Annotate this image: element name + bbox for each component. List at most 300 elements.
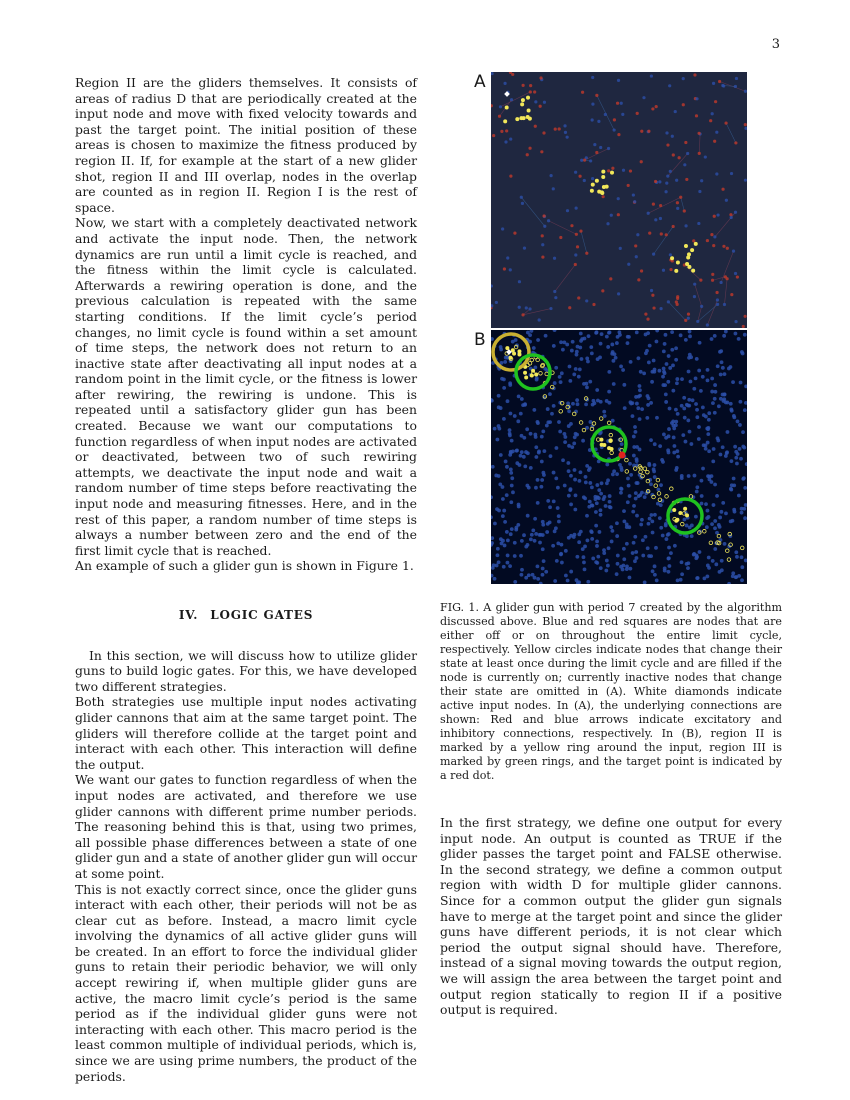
off-node <box>573 468 577 472</box>
off-node <box>591 557 595 561</box>
off-node <box>538 541 542 545</box>
off-node <box>510 527 514 531</box>
node <box>734 85 737 88</box>
off-node <box>561 458 565 462</box>
off-node <box>575 350 579 354</box>
switching-node <box>654 484 658 488</box>
off-node <box>648 517 652 521</box>
section-heading <box>75 608 417 624</box>
switching-node <box>599 417 603 421</box>
off-node <box>524 545 528 549</box>
off-node <box>667 556 671 560</box>
off-node <box>672 427 676 431</box>
switching-node <box>595 179 599 183</box>
off-node <box>502 417 506 421</box>
off-node <box>573 478 577 482</box>
off-node <box>692 552 696 556</box>
node <box>699 279 702 282</box>
off-node <box>589 529 593 533</box>
node <box>558 127 561 130</box>
off-node <box>713 383 717 387</box>
off-node <box>649 554 653 558</box>
node <box>684 319 687 322</box>
off-node <box>615 472 619 476</box>
off-node <box>671 363 675 367</box>
node <box>522 84 525 87</box>
node <box>716 298 719 301</box>
off-node <box>689 442 693 446</box>
node <box>665 233 668 236</box>
connection-arrow <box>713 277 726 280</box>
off-node <box>612 469 616 473</box>
off-node <box>717 404 721 408</box>
off-node <box>634 430 638 434</box>
off-node <box>723 542 727 546</box>
off-node <box>513 541 517 545</box>
off-node <box>741 430 745 434</box>
off-node <box>603 414 607 418</box>
connection-arrow <box>695 284 702 306</box>
off-node <box>540 460 544 464</box>
node <box>541 243 544 246</box>
off-node <box>695 415 699 419</box>
off-node <box>712 447 716 451</box>
off-node <box>510 484 514 488</box>
off-node <box>509 500 513 504</box>
node <box>652 253 655 256</box>
off-node <box>598 530 602 534</box>
node <box>518 306 521 309</box>
off-node <box>540 435 544 439</box>
switching-node <box>657 492 661 496</box>
off-node <box>713 519 717 523</box>
off-node <box>670 330 674 334</box>
node <box>734 320 737 323</box>
node <box>659 204 662 207</box>
off-node <box>695 485 699 489</box>
switching-node <box>520 102 524 106</box>
switching-node <box>625 458 629 462</box>
off-node <box>646 403 650 407</box>
off-node <box>705 525 709 529</box>
node <box>732 250 735 253</box>
node <box>541 234 544 237</box>
node <box>553 257 556 260</box>
node <box>591 76 594 79</box>
switching-node <box>676 261 680 265</box>
off-node <box>616 554 620 558</box>
off-node <box>534 455 538 459</box>
off-node <box>573 533 577 537</box>
node <box>543 225 546 228</box>
off-node <box>553 330 557 332</box>
off-node <box>675 381 679 385</box>
switching-node <box>600 191 604 195</box>
off-node <box>538 533 542 537</box>
off-node <box>513 554 517 558</box>
off-node <box>491 574 493 578</box>
off-node <box>595 539 599 543</box>
switching-node <box>687 252 691 256</box>
switching-node <box>633 467 637 471</box>
node <box>713 235 716 238</box>
off-node <box>636 406 640 410</box>
off-node <box>497 427 501 431</box>
node <box>665 182 668 185</box>
off-node <box>572 442 576 446</box>
off-node <box>694 556 698 560</box>
off-node <box>500 377 504 381</box>
panel-b-label: B <box>474 330 486 350</box>
off-node <box>587 334 591 338</box>
off-node <box>557 520 561 524</box>
off-node <box>615 534 619 538</box>
off-node <box>721 445 725 449</box>
off-node <box>645 416 649 420</box>
off-node <box>508 434 512 438</box>
off-node <box>674 420 678 424</box>
off-node <box>663 566 667 570</box>
off-node <box>599 566 603 570</box>
off-node <box>541 567 545 571</box>
off-node <box>701 375 705 379</box>
off-node <box>687 398 691 402</box>
node <box>695 97 698 100</box>
off-node <box>599 513 603 517</box>
off-node <box>504 460 508 464</box>
switching-node <box>691 269 695 273</box>
off-node <box>635 514 639 518</box>
off-node <box>535 376 539 380</box>
node <box>539 105 542 108</box>
off-node <box>696 576 700 580</box>
panel-a-label: A <box>474 72 486 92</box>
off-node <box>586 580 590 584</box>
node <box>636 112 639 115</box>
off-node <box>549 454 553 458</box>
off-node <box>732 415 736 419</box>
off-node <box>536 420 540 424</box>
off-node <box>635 331 639 335</box>
node <box>667 300 670 303</box>
off-node <box>497 560 501 564</box>
off-node <box>552 471 556 475</box>
off-node <box>534 445 538 449</box>
off-node <box>539 485 543 489</box>
switching-node <box>582 428 586 432</box>
off-node <box>550 412 554 416</box>
off-node <box>688 430 692 434</box>
off-node <box>560 561 564 565</box>
node <box>695 114 698 117</box>
off-node <box>653 442 657 446</box>
off-node <box>532 346 536 350</box>
off-node <box>599 508 603 512</box>
off-node <box>575 398 579 402</box>
node <box>713 140 716 143</box>
node <box>510 98 513 101</box>
off-node <box>664 436 668 440</box>
off-node <box>536 565 540 569</box>
off-node <box>533 365 537 369</box>
figure-caption <box>440 601 782 783</box>
node <box>684 224 687 227</box>
node <box>676 297 679 300</box>
off-node <box>523 464 527 468</box>
node <box>621 113 624 116</box>
off-node <box>523 402 527 406</box>
node <box>613 118 616 121</box>
off-node <box>658 516 662 520</box>
off-node <box>615 572 619 576</box>
off-node <box>664 333 668 337</box>
node <box>566 209 569 212</box>
off-node <box>695 490 699 494</box>
off-node <box>619 364 623 368</box>
node <box>711 273 714 276</box>
connection-arrow <box>698 306 702 321</box>
off-node <box>659 503 663 507</box>
off-node <box>687 370 691 374</box>
off-node <box>743 516 747 520</box>
off-node <box>634 550 638 554</box>
off-node <box>636 356 640 360</box>
node <box>633 200 636 203</box>
off-node <box>557 514 561 518</box>
off-node <box>735 555 739 559</box>
off-node <box>546 407 550 411</box>
off-node <box>651 569 655 573</box>
node <box>706 239 709 242</box>
off-node <box>622 564 626 568</box>
off-node <box>612 382 616 386</box>
node <box>525 306 528 309</box>
node <box>506 256 509 259</box>
off-node <box>638 394 642 398</box>
connection-arrow <box>707 300 717 325</box>
node <box>698 152 701 155</box>
node <box>700 179 703 182</box>
switching-node <box>709 541 713 545</box>
off-node <box>740 511 744 515</box>
active-node <box>683 507 687 511</box>
off-node <box>743 486 747 490</box>
node <box>668 84 671 87</box>
off-node <box>711 559 715 563</box>
node <box>676 303 679 306</box>
off-node <box>647 522 651 526</box>
off-node <box>650 370 654 374</box>
off-node <box>556 486 560 490</box>
off-node <box>738 423 742 427</box>
node <box>675 179 678 182</box>
node <box>607 169 610 172</box>
off-node <box>660 458 664 462</box>
node <box>647 130 650 133</box>
off-node <box>607 390 611 394</box>
off-node <box>491 495 493 499</box>
off-node <box>688 525 692 529</box>
switching-node <box>572 412 576 416</box>
off-node <box>595 483 599 487</box>
switching-node <box>515 117 519 121</box>
off-node <box>631 401 635 405</box>
off-node <box>501 485 505 489</box>
off-node <box>620 442 624 446</box>
off-node <box>659 526 663 530</box>
off-node <box>505 493 509 497</box>
off-node <box>625 565 629 569</box>
off-node <box>595 544 599 548</box>
off-node <box>607 331 611 335</box>
off-node <box>718 525 722 529</box>
paragraph-strategies: Both strategies use multiple input nodes activating glider cannons that aim at the same target point. The gliders will therefore collide at the target point and interact with each other. This interaction will define the output. <box>75 694 417 772</box>
node <box>636 233 639 236</box>
off-node <box>508 383 512 387</box>
off-node <box>742 507 746 511</box>
off-node <box>739 457 743 461</box>
node <box>723 303 726 306</box>
node <box>491 72 494 75</box>
off-node <box>723 372 727 376</box>
off-node <box>635 481 639 485</box>
off-node <box>674 408 678 412</box>
off-node <box>584 402 588 406</box>
node <box>744 123 747 126</box>
node <box>583 179 586 182</box>
off-node <box>667 564 671 568</box>
off-node <box>573 508 577 512</box>
off-node <box>706 509 710 513</box>
node <box>591 118 594 121</box>
node <box>583 158 586 161</box>
node <box>711 112 714 115</box>
node <box>651 107 654 110</box>
off-node <box>631 551 635 555</box>
off-node <box>664 522 668 526</box>
node <box>659 217 662 220</box>
off-node <box>715 494 719 498</box>
off-node <box>711 459 715 463</box>
node <box>640 269 643 272</box>
off-node <box>686 419 690 423</box>
node <box>693 295 696 298</box>
off-node <box>611 419 615 423</box>
off-node <box>586 360 590 364</box>
node <box>607 147 610 150</box>
node <box>652 306 655 309</box>
off-node <box>584 481 588 485</box>
active-node <box>530 373 534 377</box>
off-node <box>546 420 550 424</box>
off-node <box>662 349 666 353</box>
off-node <box>552 344 556 348</box>
active-node <box>685 513 689 517</box>
off-node <box>519 554 523 558</box>
node <box>672 225 675 228</box>
off-node <box>563 440 567 444</box>
off-node <box>499 537 503 541</box>
off-node <box>610 540 614 544</box>
off-node <box>659 483 663 487</box>
off-node <box>640 518 644 522</box>
off-node <box>731 571 735 575</box>
off-node <box>667 354 671 358</box>
switching-node <box>526 115 530 119</box>
off-node <box>739 381 743 385</box>
off-node <box>629 360 633 364</box>
off-node <box>714 562 718 566</box>
node <box>610 214 613 217</box>
off-node <box>545 424 549 428</box>
off-node <box>556 506 560 510</box>
off-node <box>557 420 561 424</box>
off-node <box>670 421 674 425</box>
off-node <box>694 376 698 380</box>
off-node <box>525 427 529 431</box>
node <box>591 103 594 106</box>
active-node <box>517 352 521 356</box>
node <box>722 245 725 248</box>
off-node <box>718 570 722 574</box>
node <box>500 130 503 133</box>
off-node <box>531 528 535 532</box>
off-node <box>666 380 670 384</box>
off-node <box>633 559 637 563</box>
node <box>709 119 712 122</box>
connection-arrow <box>555 265 576 292</box>
off-node <box>716 436 720 440</box>
off-node <box>610 343 614 347</box>
off-node <box>590 351 594 355</box>
node <box>644 313 647 316</box>
active-node <box>674 519 678 523</box>
off-node <box>653 475 657 479</box>
switching-node <box>725 549 729 553</box>
off-node <box>628 494 632 498</box>
node <box>640 160 643 163</box>
node <box>495 301 498 304</box>
off-node <box>604 569 608 573</box>
node <box>518 280 521 283</box>
off-node <box>553 381 557 385</box>
off-node <box>520 573 524 577</box>
node <box>682 77 685 80</box>
off-node <box>607 370 611 374</box>
off-node <box>615 521 619 525</box>
off-node <box>668 407 672 411</box>
off-node <box>713 547 717 551</box>
off-node <box>568 379 572 383</box>
node <box>666 143 669 146</box>
node <box>554 296 557 299</box>
switching-node <box>727 558 731 562</box>
off-node <box>534 486 538 490</box>
off-node <box>499 453 503 457</box>
node <box>606 222 609 225</box>
off-node <box>718 516 722 520</box>
off-node <box>634 491 638 495</box>
off-node <box>707 449 711 453</box>
off-node <box>668 366 672 370</box>
node <box>491 284 493 287</box>
off-node <box>745 462 747 466</box>
off-node <box>567 409 571 413</box>
node <box>683 163 686 166</box>
off-node <box>707 556 711 560</box>
off-node <box>577 375 581 379</box>
off-node <box>527 486 531 490</box>
